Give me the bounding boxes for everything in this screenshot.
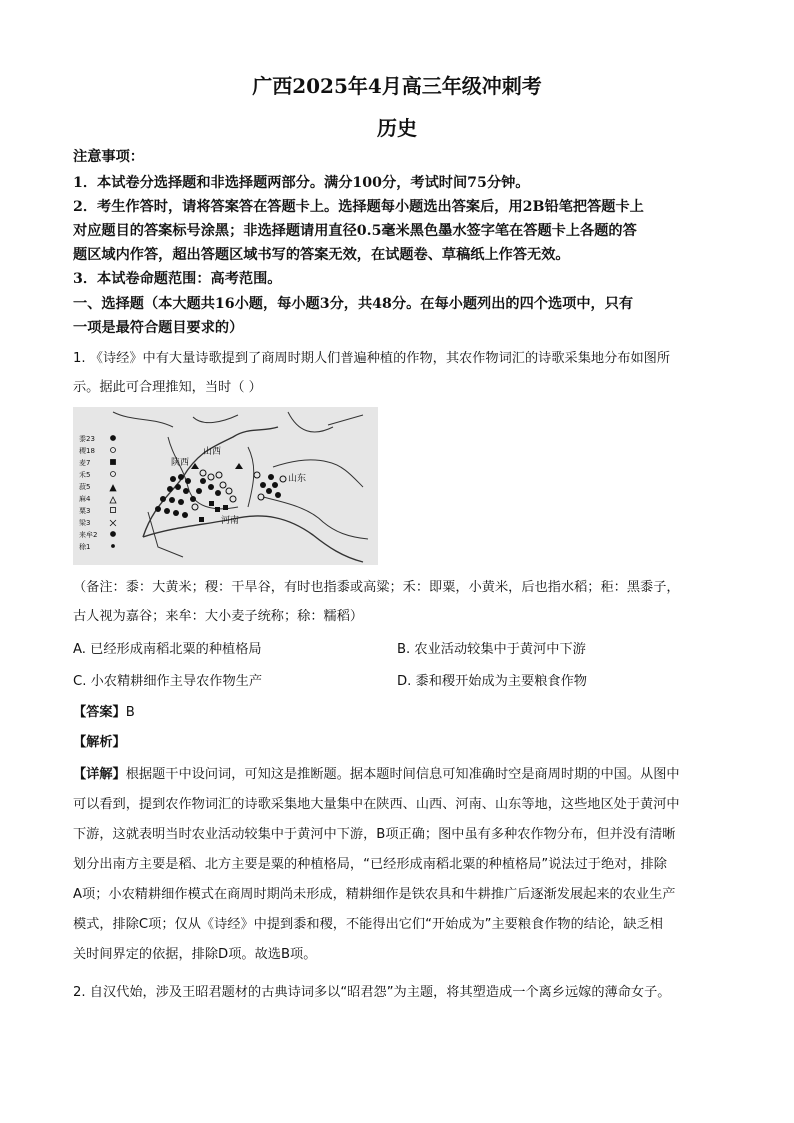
- q1-note-line-1: （备注：黍：大黄米；稷：干旱谷，有时也指黍或高粱；禾：即粟，小黄米，后也指水稻；秬：黑黍子，: [73, 580, 680, 595]
- map-label-shanxi: 山西: [203, 447, 222, 457]
- notice-item-3: 3．本试卷命题范围：高考范围。: [73, 271, 282, 287]
- crop-distribution-map: [73, 407, 378, 565]
- q1-option-c[interactable]: C. 小农精耕细作主导农作物生产: [73, 674, 263, 689]
- map-svg: [73, 407, 378, 565]
- analysis-tag: 【解析】: [73, 735, 126, 750]
- answer-value: B: [125, 705, 135, 720]
- q2-stem-line-1: 2. 自汉代始，涉及王昭君题材的古典诗词多以“昭君怨”为主题，将其塑造成一个离乡远嫁的薄命女子。: [73, 985, 671, 1000]
- legend-item: 粟3: [79, 507, 91, 515]
- q1-option-d[interactable]: D. 黍和稷开始成为主要粮食作物: [397, 674, 587, 689]
- section-1-heading-line-2: 一项是最符合题目要求的）: [73, 320, 244, 336]
- legend-item: 黍23: [79, 435, 95, 443]
- exam-title: 广西2025年4月高三年级冲刺考: [252, 74, 542, 98]
- q1-answer-row: [73, 700, 723, 726]
- q1-detail-line-5: A项；小农精耕细作模式在商周时期尚未形成，精耕细作是铁农具和牛耕推广后逐渐发展起来的农业生产: [73, 887, 676, 902]
- q1-detail-line-4: 划分出南方主要是稻、北方主要是粟的种植格局，“已经形成南稻北粟的种植格局”说法过于绝对，排除: [73, 857, 667, 872]
- notice-item-2-line-3: 题区域内作答，超出答题区域书写的答案无效，在试题卷、草稿纸上作答无效。: [73, 247, 570, 263]
- legend-item: 菽5: [79, 483, 91, 491]
- q1-stem-line-1: 1. 《诗经》中有大量诗歌提到了商周时期人们普遍种植的作物，其农作物词汇的诗歌采集地分布如图所: [73, 351, 671, 366]
- q1-detail-line-3: 下游，这就表明当时农业活动较集中于黄河中下游，B项正确；图中虽有多种农作物分布，但并没有清晰: [73, 827, 676, 842]
- legend-item: 禾5: [79, 471, 91, 479]
- q1-analysis-row: [73, 730, 723, 756]
- q1-option-b[interactable]: B. 农业活动较集中于黄河中下游: [397, 642, 586, 657]
- notice-item-2-line-1: 2．考生作答时，请将答案答在答题卡上。选择题每小题选出答案后，用2B铅笔把答题卡上: [73, 199, 644, 215]
- detail-tag: 【详解】: [73, 767, 126, 782]
- map-label-henan: 河南: [221, 516, 240, 526]
- legend-item: 稌1: [79, 543, 91, 551]
- q1-note-line-2: 古人视为嘉谷；来牟：大小麦子统称；稌：糯稻）: [73, 609, 364, 624]
- legend-item: 麻4: [79, 495, 91, 503]
- legend-item: 来牟2: [79, 531, 98, 539]
- notice-item-1: 1．本试卷分选择题和非选择题两部分。满分100分，考试时间75分钟。: [73, 175, 530, 191]
- q1-detail-line-6: 模式，排除C项；仅从《诗经》中提到黍和稷，不能得出它们“开始成为”主要粮食作物的结论，缺乏相: [73, 917, 663, 932]
- legend-item: 梁3: [79, 519, 91, 527]
- q1-option-a[interactable]: A. 已经形成南稻北粟的种植格局: [73, 642, 262, 657]
- map-label-shandong: 山东: [288, 474, 307, 484]
- answer-tag: 【答案】: [73, 705, 126, 720]
- notice-item-2-line-2: 对应题目的答案标号涂黑；非选择题请用直径0.5毫米黑色墨水签字笔在答题卡上各题的答: [73, 223, 637, 239]
- q1-stem-line-2: 示。据此可合理推知，当时（ ）: [73, 380, 262, 395]
- notice-heading: 注意事项：: [73, 149, 144, 165]
- q1-detail-line-1: [73, 762, 723, 788]
- legend-item: 麦7: [79, 459, 91, 467]
- section-1-heading-line-1: 一、选择题（本大题共16小题，每小题3分，共48分。在每小题列出的四个选项中，只有: [73, 296, 634, 312]
- q1-detail-line-7: 关时间界定的依据，排除D项。故选B项。: [73, 947, 317, 962]
- map-label-shaanxi: 陕西: [171, 458, 190, 468]
- q1-detail-line-2: 可以看到，提到农作物词汇的诗歌采集地大量集中在陕西、山西、河南、山东等地，这些地区处于黄河中: [73, 797, 680, 812]
- detail-text: 根据题干中设问词，可知这是推断题。据本题时间信息可知准确时空是商周时期的中国。从图中: [125, 767, 680, 782]
- exam-subject: 历史: [377, 116, 417, 140]
- legend-item: 稷18: [79, 447, 95, 455]
